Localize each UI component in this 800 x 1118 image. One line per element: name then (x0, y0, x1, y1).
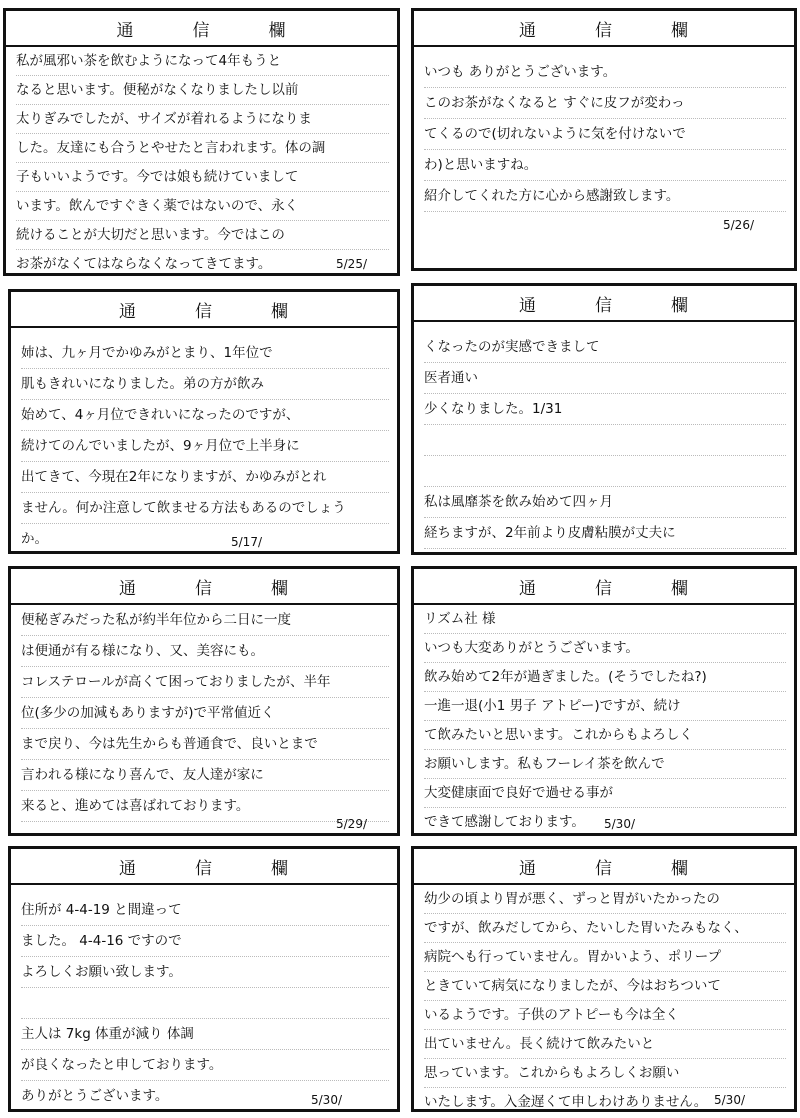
message-line: 飲み始めて2年が過ぎました。(そうでしたね?) (424, 663, 786, 692)
message-line: 肌もきれいになりました。弟の方が飲み (21, 369, 389, 400)
message-lines (11, 895, 397, 1112)
header-char: 通 (119, 858, 137, 879)
message-line: 続けることが大切だと思います。今ではこの (16, 221, 389, 250)
message-line: 始めて、4ヶ月位できれいになったのですが、 (21, 400, 389, 431)
message-line: 位(多少の加減もありますが)で平常値近く (21, 698, 389, 729)
message-line: 私が風邪い茶を飲むようになって4年もうと (16, 47, 389, 76)
card-header (11, 569, 397, 605)
message-line: 言われる様になり喜んで、友人達が家に (21, 760, 389, 791)
message-card-6 (411, 566, 797, 836)
message-lines (11, 605, 397, 822)
header-char: 信 (195, 301, 213, 322)
message-card-2 (411, 8, 797, 271)
message-line: て飲みたいと思います。これからもよろしく (424, 721, 786, 750)
message-card-7 (8, 846, 400, 1112)
header-char: 欄 (271, 578, 289, 599)
message-line: コレステロールが高くて困っておりましたが、半年 (21, 667, 389, 698)
message-line: まで戻り、今は先生からも普通食で、良いとまで (21, 729, 389, 760)
message-line: 経ちますが、2年前より皮膚粘膜が丈夫に (424, 518, 786, 549)
header-char: 通 (119, 301, 137, 322)
header-char: 通 (519, 578, 537, 599)
header-char: 欄 (671, 578, 689, 599)
header-char: 信 (595, 578, 613, 599)
message-card-5 (8, 566, 400, 836)
date-signature: 5/30/ (604, 817, 635, 831)
message-lines (6, 47, 397, 276)
message-lines (414, 885, 794, 1112)
date-signature: 5/30/ (311, 1093, 342, 1107)
message-line: ません。何か注意して飲ませる方法もあるのでしょう (21, 493, 389, 524)
header-char: 通 (519, 295, 537, 316)
message-card-8 (411, 846, 797, 1112)
message-line: が良くなったと申しております。 (21, 1050, 389, 1081)
message-line: いつも大変ありがとうございます。 (424, 634, 786, 663)
card-header (11, 849, 397, 885)
message-line: 続けてのんでいましたが、9ヶ月位で上半身に (21, 431, 389, 462)
header-char: 信 (192, 20, 211, 41)
message-line: お茶がなくてはならなくなってきてます。 (16, 250, 389, 276)
message-line: わ)と思いますね。 (424, 150, 786, 181)
header-char: 通 (116, 20, 135, 41)
message-line: ありがとうございます。 (21, 1081, 389, 1112)
header-char: 欄 (268, 20, 287, 41)
message-line: このお茶がなくなると すぐに皮フが変わっ (424, 88, 786, 119)
message-line: 主人は 7kg 体重が減り 体調 (21, 1019, 389, 1050)
header-char: 通 (119, 578, 137, 599)
message-line: 便秘ぎみだった私が約半年位から二日に一度 (21, 605, 389, 636)
message-line: ときていて病気になりましたが、今はおちついて (424, 972, 786, 1001)
message-line: 出ていません。長く続けて飲みたいと (424, 1030, 786, 1059)
message-line (424, 425, 786, 456)
header-char: 欄 (671, 295, 689, 316)
message-card-1 (3, 8, 400, 276)
message-line: 大変健康面で良好で過せる事が (424, 779, 786, 808)
message-line: います。飲んですぐきく薬ではないので、永く (16, 192, 389, 221)
header-char: 信 (595, 20, 613, 41)
message-line (21, 988, 389, 1019)
message-line: か。 (21, 524, 389, 554)
message-line: お願いします。私もフーレイ茶を飲んで (424, 750, 786, 779)
message-line: ました。 4-4-16 ですので (21, 926, 389, 957)
message-line: よろしくお願い致します。 (21, 957, 389, 988)
message-line: リズム社 様 (424, 605, 786, 634)
card-header (414, 286, 794, 322)
header-char: 欄 (671, 20, 689, 41)
message-line: 幼少の頃より胃が悪く、ずっと胃がいたかったの (424, 885, 786, 914)
message-line: てくるので(切れないように気を付けないで (424, 119, 786, 150)
message-line: 医者通い (424, 363, 786, 394)
message-line: 子もいいようです。今では娘も続けていまして (16, 163, 389, 192)
header-char: 通 (519, 858, 537, 879)
card-header (414, 11, 794, 47)
header-char: 信 (195, 858, 213, 879)
card-header (11, 292, 397, 328)
card-header (414, 849, 794, 885)
message-line: 少くなりました。1/31 (424, 394, 786, 425)
header-char: 欄 (271, 301, 289, 322)
message-line: 紹介してくれた方に心から感謝致します。 (424, 181, 786, 212)
header-char: 信 (595, 295, 613, 316)
header-char: 信 (195, 578, 213, 599)
message-line: 姉は、九ヶ月でかゆみがとまり、1年位で (21, 338, 389, 369)
message-line: 来ると、進めては喜ばれております。 (21, 791, 389, 822)
message-line: できて感謝しております。 (424, 808, 786, 836)
message-line: いたします。入金遅くて申しわけありません。 (424, 1088, 786, 1112)
message-lines (11, 338, 397, 554)
message-line: ですが、飲みだしてから、たいした胃いたみもなく、 (424, 914, 786, 943)
message-line: は便通が有る様になり、又、美容にも。 (21, 636, 389, 667)
date-signature: 5/17/ (231, 535, 262, 549)
card-header (414, 569, 794, 605)
message-line: 一進一退(小1 男子 アトピー)ですが、続け (424, 692, 786, 721)
date-signature: 5/29/ (336, 817, 367, 831)
message-line: 住所が 4-4-19 と間違って (21, 895, 389, 926)
message-line: 私は風靡茶を飲み始めて四ヶ月 (424, 487, 786, 518)
message-line: なると思います。便秘がなくなりましたし以前 (16, 76, 389, 105)
message-card-3 (8, 289, 400, 554)
message-card-4 (411, 283, 797, 555)
message-line: いるようです。子供のアトピーも今は全く (424, 1001, 786, 1030)
message-line: 太りぎみでしたが、サイズが着れるようになりま (16, 105, 389, 134)
header-char: 通 (519, 20, 537, 41)
header-char: 欄 (671, 858, 689, 879)
date-signature: 5/25/ (336, 257, 367, 271)
message-lines (414, 605, 794, 836)
message-lines (414, 332, 794, 549)
message-line: くなったのが実感できまして (424, 332, 786, 363)
date-signature: 5/26/ (723, 218, 754, 232)
message-line: 病院へも行っていません。胃かいよう、ポリープ (424, 943, 786, 972)
header-char: 信 (595, 858, 613, 879)
card-header (6, 11, 397, 47)
message-line (424, 456, 786, 487)
date-signature: 5/30/ (714, 1093, 745, 1107)
message-line: 思っています。これからもよろしくお願い (424, 1059, 786, 1088)
message-line: いつも ありがとうございます。 (424, 57, 786, 88)
message-lines (414, 57, 794, 212)
message-line: した。友達にも合うとやせたと言われます。体の調 (16, 134, 389, 163)
header-char: 欄 (271, 858, 289, 879)
message-line: 出てきて、今現在2年になりますが、かゆみがとれ (21, 462, 389, 493)
